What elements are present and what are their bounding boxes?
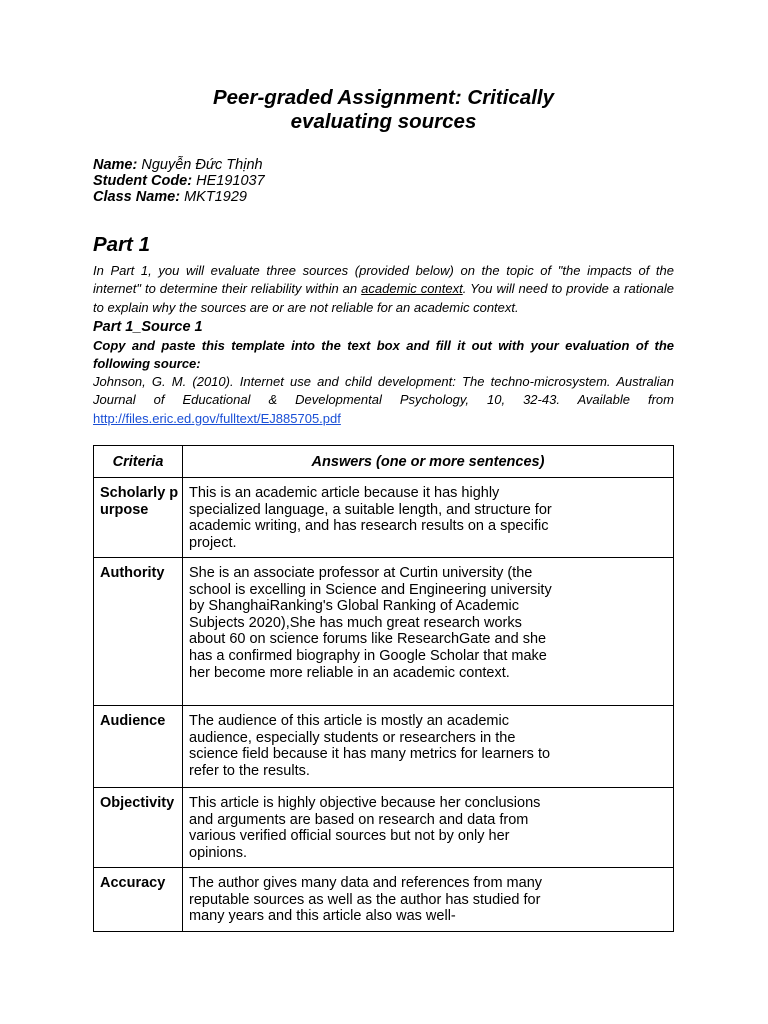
criteria-cell: Scholarly purpose [94,478,183,558]
intro-text-end: . You will need to provide a rationale to explain why the sources are or are not reliable for an academic context. [93,281,675,315]
student-code-label: Student Code: [93,173,193,189]
class-name-value: MKT1929 [184,189,247,205]
source-instructions: Copy and paste this template into the text box and fill it out with your evaluation of the following source: [93,338,674,372]
student-info [93,157,265,205]
table-header-row [94,446,674,478]
criteria-cell: Objectivity [94,788,183,868]
answer-text: This article is highly objective because her conclusions and arguments are based on research and data from various verified official sources but not by only her opinions. [189,795,541,861]
part-intro [93,262,674,317]
title-line-2: evaluating sources [290,110,477,133]
answer-cell [183,478,674,558]
criteria-header: Criteria [94,446,183,478]
answers-header: Answers (one or more sentences) [183,446,674,478]
source-citation [93,373,674,428]
criteria-cell: Audience [94,706,183,788]
document-title [93,86,674,134]
table-row [94,558,674,706]
answer-cell [183,558,674,706]
answer-text: This is an academic article because it has highly specialized language, a suitable length, and structure for academic writing, and has research results on a specific project. [189,485,552,551]
student-code-value: HE191037 [196,173,265,189]
source-heading: Part 1_Source 1 [93,319,203,335]
class-name-row [93,189,265,205]
intro-underlined-term: academic context [361,281,463,297]
title-line-1: Peer-graded Assignment: Critically [212,86,554,109]
table-row [94,868,674,932]
name-value: Nguyễn Đức Thịnh [141,157,263,173]
table-row [94,706,674,788]
part-heading: Part 1 [93,233,150,256]
answer-text: The author gives many data and references from many reputable sources as well as the author has studied for many years and this article also was well- [189,875,543,925]
student-code-row [93,173,265,189]
criteria-cell: Accuracy [94,868,183,932]
citation-link[interactable]: http://files.eric.ed.gov/fulltext/EJ885705.pdf [93,410,341,426]
citation-text: Johnson, G. M. (2010). Internet use and child development: The techno-microsystem. Australian Journal of Educational & Developmental Psychology, 10, 32-43. Available from [93,374,674,408]
answer-cell [183,706,674,788]
answer-cell [183,868,674,932]
table-row [94,788,674,868]
name-label: Name: [93,157,138,173]
table-row [94,478,674,558]
answer-cell [183,788,674,868]
answer-text: She is an associate professor at Curtin university (the school is excelling in Science and Engineering university by ShanghaiRanking's Global Ranking of Academic Subjects 2020),She has much great research works about 60 on science forums like ResearchGate and she has a confirmed biography in Google Scholar that make her become more reliable in an academic context. [189,565,552,681]
student-name-row [93,157,265,173]
intro-text-start: In Part 1, you will evaluate three sources (provided below) on the topic of "the impacts of the internet" to determine their reliability within an [93,263,674,297]
evaluation-table [93,445,674,932]
class-name-label: Class Name: [93,189,181,205]
answer-text: The audience of this article is mostly an academic audience, especially students or researchers in the science field because it has many metrics for learners to refer to the results. [189,713,551,779]
criteria-cell: Authority [94,558,183,706]
